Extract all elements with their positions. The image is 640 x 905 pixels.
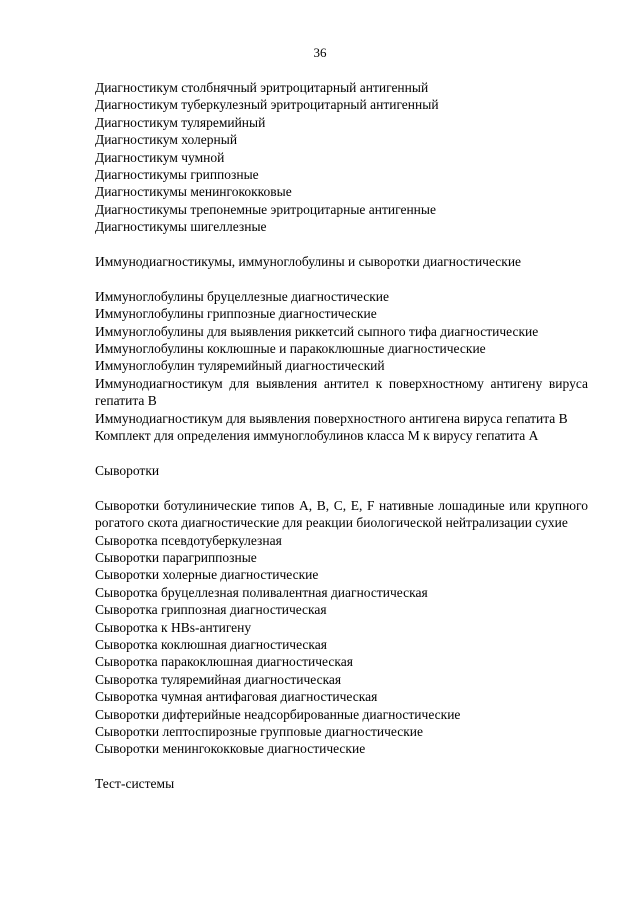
section-heading-serums: Сыворотки: [95, 462, 160, 478]
diagnosticum-list: [95, 79, 588, 236]
list-item: Иммунодиагностикум для выявления поверхностного антигена вируса гепатита В: [95, 410, 568, 426]
list-item: Иммуноглобулины коклюшные и паракоклюшные диагностические: [95, 341, 486, 357]
list-item: Сыворотка псевдотуберкулезная: [95, 532, 282, 548]
section-heading-test-systems: Тест-системы: [95, 776, 175, 792]
list-item: Сыворотки лептоспирозные групповые диагностические: [95, 723, 423, 739]
list-item: Сыворотка к HBs-антигену: [95, 619, 252, 635]
list-item: Сыворотка туляремийная диагностическая: [95, 671, 342, 687]
list-item: Диагностикум туберкулезный эритроцитарный антигенный: [95, 97, 439, 113]
list-item: Сыворотка коклюшная диагностическая: [95, 636, 327, 652]
list-item: Диагностикум холерный: [95, 132, 238, 148]
list-item: Диагностикумы менингококковые: [95, 184, 292, 200]
list-item: Диагностикум туляремийный: [95, 114, 266, 130]
list-item: Диагностикумы гриппозные: [95, 167, 259, 183]
list-item: Сыворотка бруцеллезная поливалентная диагностическая: [95, 584, 428, 600]
list-item: Сыворотка паракоклюшная диагностическая: [95, 654, 353, 670]
list-item: Диагностикумы шигеллезные: [95, 219, 267, 235]
list-item: Сыворотки дифтерийные неадсорбированные диагностические: [95, 706, 461, 722]
list-item: Иммуноглобулины гриппозные диагностические: [95, 306, 377, 322]
list-item: Сыворотка чумная антифаговая диагностическая: [95, 689, 378, 705]
list-item: Сыворотки менингококковые диагностические: [95, 741, 366, 757]
list-item: Диагностикумы трепонемные эритроцитарные антигенные: [95, 201, 436, 217]
list-item: Иммуноглобулины бруцеллезные диагностические: [95, 288, 390, 304]
list-item: Иммуноглобулины для выявления риккетсий сыпного тифа диагностические: [95, 323, 539, 339]
list-item: Диагностикум чумной: [95, 149, 225, 165]
list-item: Диагностикум столбнячный эритроцитарный антигенный: [95, 80, 429, 95]
serum-list: [95, 497, 588, 758]
page-number: 36: [313, 45, 327, 60]
list-item: Сыворотка гриппозная диагностическая: [95, 602, 327, 618]
list-item: Сыворотки ботулинические типов А, В, С, Е, F нативные лошадиные или крупного рогатого скота диагностические для реакции биологической нейтрализации сухие: [95, 497, 588, 531]
document-body: [95, 79, 588, 793]
list-item: Иммуноглобулин туляремийный диагностический: [95, 358, 385, 374]
list-item: Сыворотки холерные диагностические: [95, 567, 319, 583]
list-item: Комплект для определения иммуноглобулинов класса М к вирусу гепатита А: [95, 428, 539, 444]
list-item: Иммунодиагностикум для выявления антител к поверхностному антигену вируса гепатита В: [95, 375, 588, 409]
list-item: Сыворотки парагриппозные: [95, 549, 257, 565]
immunodiagnosticum-list: [95, 288, 588, 445]
section-heading-immunodiagnosticums: Иммунодиагностикумы, иммуноглобулины и сыворотки диагностические: [95, 254, 522, 270]
